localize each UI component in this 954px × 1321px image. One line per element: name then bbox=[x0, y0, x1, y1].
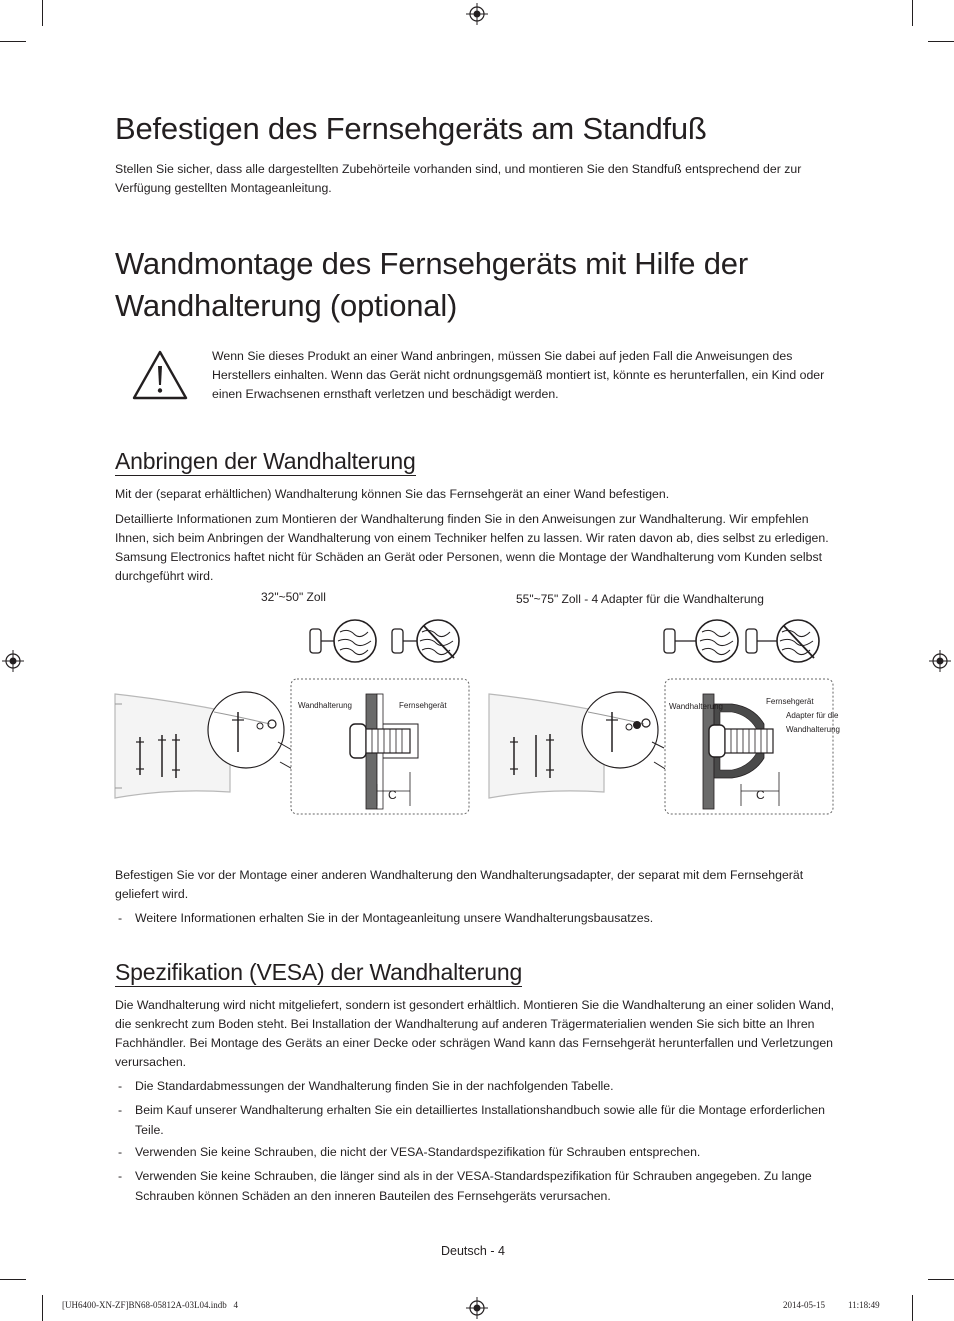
list-text: Verwenden Sie keine Schrauben, die länger sind als in der VESA-Standardspezifikation für Schrauben angegeben. Zu lange Schrauben können Schäden an den inneren Bauteilen des Fernsehgeräts verursachen. bbox=[135, 1169, 812, 1203]
crop-mark bbox=[928, 1279, 954, 1280]
registration-mark-icon bbox=[929, 650, 951, 672]
list-text: Die Standardabmessungen der Wandhalterung finden Sie in der nachfolgenden Tabelle. bbox=[135, 1079, 614, 1093]
paragraph: Detaillierte Informationen zum Montieren der Wandhalterung finden Sie in den Anweisungen zur Wandhalterung. Wir empfehlen Ihnen, sich beim Anbringen der Wandhalterung von einem Techniker helfen zu lassen. Wir raten davon ab, dies selbst zu erledigen. Samsung Electronics haftet nicht für Schäden an Gerät oder Personen, wenn die Montage der Wandhalterung vom Kunden selbst durchgeführt wird. bbox=[115, 512, 829, 583]
registration-mark-icon bbox=[2, 650, 24, 672]
crop-mark bbox=[928, 41, 954, 42]
section-title-wall-mount: Wandmontage des Fernsehgeräts mit Hilfe der Wandhalterung (optional) bbox=[115, 246, 748, 323]
label-dimension-c: C bbox=[756, 788, 765, 802]
list-dash: - bbox=[118, 1145, 123, 1159]
registration-mark-icon bbox=[466, 3, 488, 25]
screw-incorrect-icon bbox=[746, 620, 819, 662]
label-dimension-c: C bbox=[388, 788, 397, 802]
paragraph: Die Wandhalterung wird nicht mitgeliefert, sondern ist gesondert erhältlich. Montieren Sie die Wandhalterung an einer soliden Wand, die senkrecht zum Boden steht. Bei Installation der Wandhalterung auf anderen Trägermaterialien wenden Sie sich bitte an Ihren Fachhändler. Bei Montage des Geräts an einer Decke oder schrägen Wand kann das Fernsehgerät herunterfallen und Verletzungen verursachen. bbox=[115, 998, 835, 1069]
list-text: Verwenden Sie keine Schrauben, die nicht der VESA-Standardspezifikation für Schrauben entsprechen. bbox=[135, 1145, 701, 1159]
label-bracket: Wandhalterung bbox=[669, 702, 723, 711]
screw-incorrect-icon bbox=[392, 620, 459, 662]
warning-text: Wenn Sie dieses Produkt an einer Wand anbringen, müssen Sie dabei auf jeden Fall die Anweisungen des Herstellers einhalten. Wenn das Gerät nicht ordnungsgemäß montiert ist, könnte es herunterfallen, ein Kind oder einen Erwachsenen ernsthaft verletzen und beschädigt werden. bbox=[212, 349, 825, 401]
warning-icon bbox=[131, 349, 189, 401]
paragraph: Mit der (separat erhältlichen) Wandhalterung können Sie das Fernsehgerät an einer Wand befestigen. bbox=[115, 487, 670, 501]
page-number: Deutsch - 4 bbox=[441, 1244, 505, 1258]
screw-correct-icon bbox=[664, 620, 738, 662]
print-timestamp: 2014-05-15 ￿￿ 11:18:49 bbox=[783, 1300, 880, 1310]
figure-caption-left: 32"~50" Zoll bbox=[261, 590, 326, 604]
crop-mark bbox=[912, 0, 913, 26]
crop-mark bbox=[912, 1295, 913, 1321]
crop-mark bbox=[0, 41, 26, 42]
list-dash: - bbox=[118, 911, 123, 925]
section-title-vesa: Spezifikation (VESA) der Wandhalterung bbox=[115, 959, 523, 985]
crop-mark bbox=[42, 1295, 43, 1321]
label-tv: Fernsehgerät bbox=[399, 701, 447, 710]
label-tv: Fernsehgerät bbox=[766, 697, 814, 706]
figure-caption-right: 55"~75" Zoll - 4 Adapter für die Wandhalterung bbox=[516, 592, 764, 606]
section-title-attach-bracket: Anbringen der Wandhalterung bbox=[115, 448, 416, 474]
crop-mark bbox=[42, 0, 43, 26]
file-name: [UH6400-XN-ZF]BN68-05812A-03L04.indb 4 bbox=[62, 1300, 238, 1310]
label-adapter: Adapter für die bbox=[786, 711, 839, 720]
crop-mark bbox=[0, 1279, 26, 1280]
list-dash: - bbox=[118, 1079, 123, 1093]
list-dash: - bbox=[118, 1169, 123, 1183]
list-text: Weitere Informationen erhalten Sie in der Montageanleitung unsere Wandhalterungsbausatzes. bbox=[135, 911, 654, 925]
list-dash: - bbox=[118, 1103, 123, 1117]
label-adapter: Wandhalterung bbox=[786, 725, 840, 734]
label-bracket: Wandhalterung bbox=[298, 701, 352, 710]
list-text: Beim Kauf unserer Wandhalterung erhalten Sie ein detailliertes Installationshandbuch sowie alle für die Montage erforderlichen Teile. bbox=[135, 1103, 825, 1137]
wall-mount-diagram-small bbox=[110, 612, 480, 837]
registration-mark-icon bbox=[466, 1297, 488, 1319]
paragraph: Befestigen Sie vor der Montage einer anderen Wandhalterung den Wandhalterungsadapter, der separat mit dem Fernsehgerät geliefert wird. bbox=[115, 868, 804, 901]
section-title-stand: Befestigen des Fernsehgeräts am Standfuß bbox=[115, 111, 707, 146]
screw-correct-icon bbox=[310, 620, 376, 662]
section-body-stand: Stellen Sie sicher, dass alle dargestellten Zubehörteile vorhanden sind, und montieren Sie den Standfuß entsprechend der zur Verfügung gestellten Montageanleitung. bbox=[115, 162, 802, 195]
